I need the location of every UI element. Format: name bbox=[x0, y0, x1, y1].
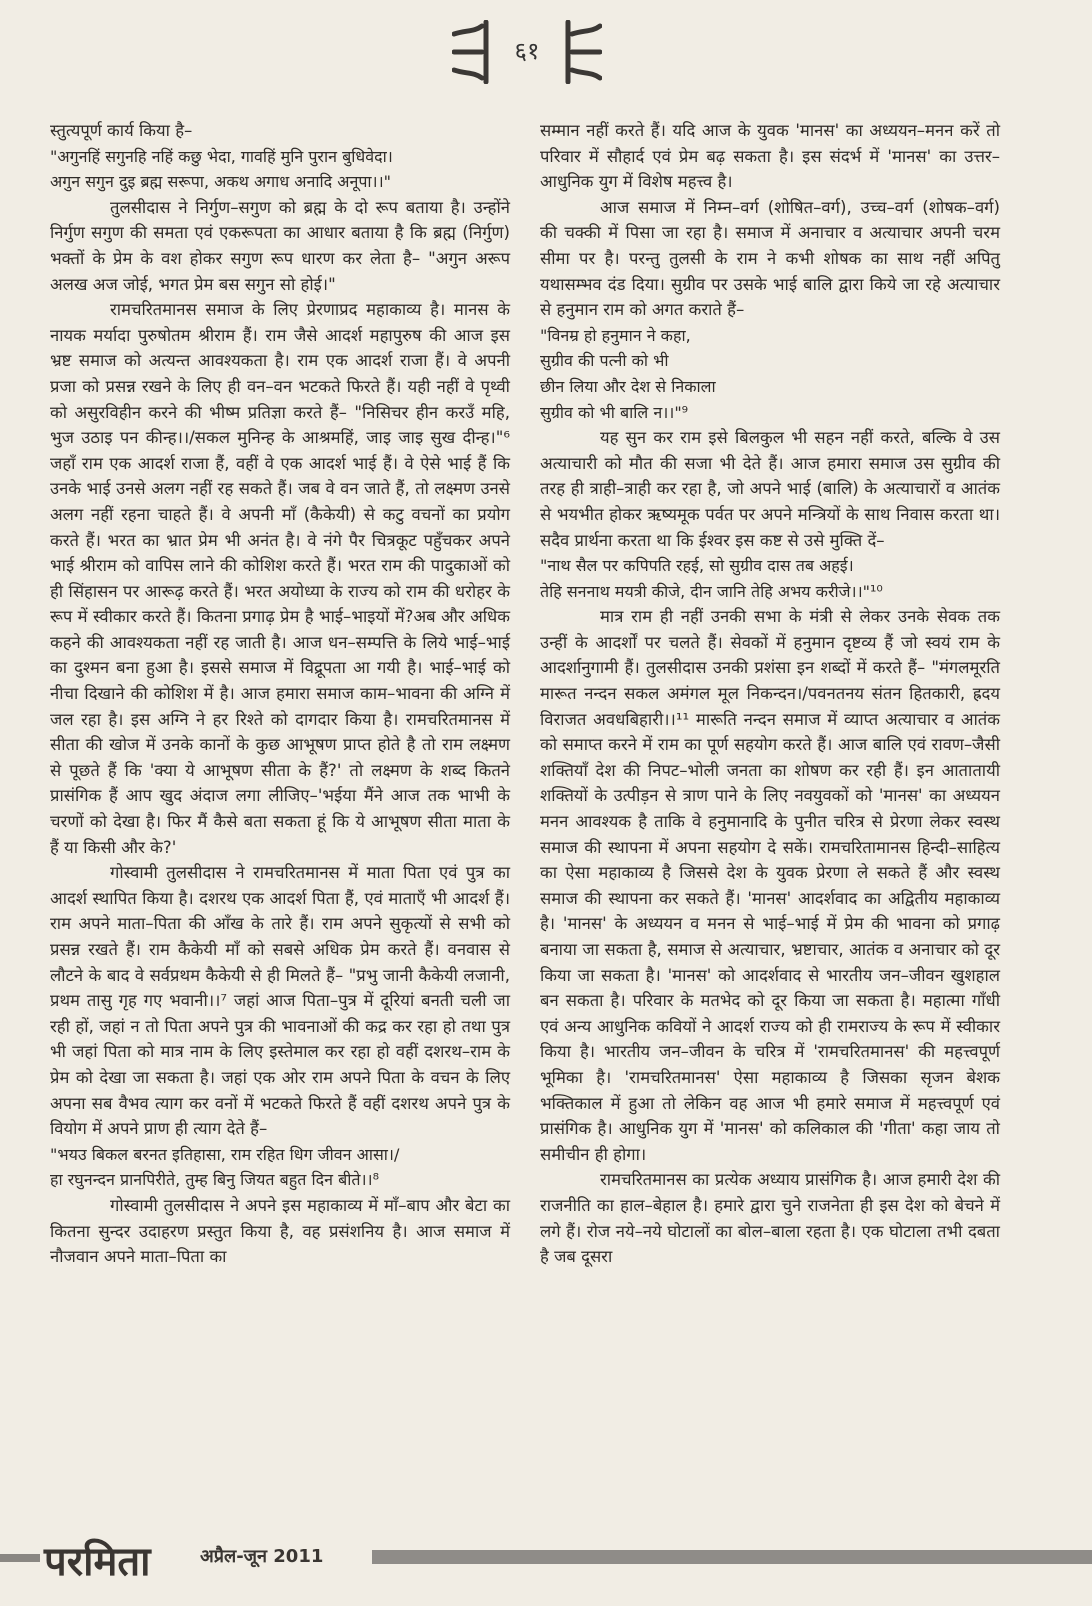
paragraph: रामचरितमानस समाज के लिए प्रेरणाप्रद महाकाव्य है। मानस के नायक मर्यादा पुरुषोतम श्रीराम हैं। राम जैसे आदर्श महापुरुष की आज इस भ्रष्ट समाज को अत्यन्त आवश्यकता है। राम एक आदर्श राजा हैं। वे अपनी प्रजा को प्रसन्न रखने के लिए ही वन–वन भटकते फिरते हैं। यही नहीं वे पृथ्वी को असुरविहीन करने की भीष्म प्रतिज्ञा करते हैं– "निसिचर हीन करउँ महि, भुज उठाइ पन कीन्ह।।/सकल मुनिन्ह के आश्रमहिं, जाइ जाइ सुख दीन्ह।"⁶ जहाँ राम एक आदर्श राजा हैं, वहीं वे एक आदर्श भाई हैं। वे ऐसे भाई हैं कि उनके भाई उनसे अलग नहीं रह सकते हैं। जब वे वन जाते हैं, तो लक्ष्मण उनसे अलग नहीं रहना चाहते हैं। वे अपनी माँ (कैकेयी) से कटु वचनों का प्रयोग करते हैं। भरत का भ्रात प्रेम भी अनंत है। वे नंगे पैर चित्रकूट पहुँचकर अपने भाई श्रीराम को वापिस लाने की कोशिश करते हैं। भरत राम की पादुकाओं को ही सिंहासन पर आरूढ़ करते हैं। भरत अयोध्या के राज्य को राम की धरोहर के रूप में स्वीकार करते हैं। कितना प्रगाढ़ प्रेम है भाई–भाइयों में?अब और अधिक कहने की आवश्यकता नहीं रह जाती है। आज धन–सम्पत्ति के लिये भाई–भाई का दुश्मन बना हुआ है। इससे समाज में विद्रूपता आ गयी है। भाई–भाई को नीचा दिखाने की कोशिश में है। आज हमारा समाज काम–भावना की अग्नि में जल रहा है। इस अग्नि ने हर रिश्ते को दागदार किया है। रामचरितमानस में सीता की खोज में उनके कानों के कुछ आभूषण प्राप्त होते है तो राम लक्ष्मण से पूछते हैं कि 'क्या ये आभूषण सीता के हैं?' तो लक्ष्मण के शब्द कितने प्रासंगिक हैं आप खुद अंदाज लगा लीजिए–'भईया मैंने आज तक भाभी के चरणों को देखा है। फिर मैं कैसे बता सकता हूं कि ये आभूषण सीता माता के हैं या किसी और के?' bbox=[50, 300, 510, 857]
verse-line: अगुन सगुन दुइ ब्रह्म सरूपा, अकथ अगाध अनादि अनूपा।।" bbox=[50, 172, 392, 192]
paragraph: यह सुन कर राम इसे बिलकुल भी सहन नहीं करते, बल्कि वे उस अत्याचारी को मौत की सजा भी देते हैं। आज हमारा समाज उस सुग्रीव की तरह ही त्राही–त्राही कर रहा है, जो अपने भाई (बालि) के अत्याचारों व आतंक से भयभीत होकर ऋष्यमूक पर्वत पर अपने मन्त्रियों के साथ निवास करता था। सदैव प्रार्थना करता था कि ईश्वर इस कष्ट से उसे मुक्ति दें– bbox=[540, 428, 1000, 550]
footer-bar-right bbox=[372, 1550, 1092, 1564]
paragraph: मात्र राम ही नहीं उनकी सभा के मंत्री से लेकर उनके सेवक तक उन्हीं के आदर्शों पर चलते हैं। सेवकों में हनुमान दृष्टव्य हैं जो स्वयं राम के आदर्शानुगामी हैं। तुलसीदास उनकी प्रशंसा इन शब्दों में करते हैं– "मंगलमूरति मारूत नन्दन सकल अमंगल मूल निकन्दन।/पवनतनय संतन हितकारी, ह्रदय विराजत अवधबिहारी।।¹¹ मारूति नन्दन समाज में व्याप्त अत्याचार व आतंक को समाप्त करने में राम का पूर्ण सहयोग करते हैं। आज बालि एवं रावण–जैसी शक्तियाँ देश की निपट–भोली जनता का शोषण कर रही हैं। इन आतातायी शक्तियों के उत्पीड़न से त्राण पाने के लिए नवयुवकों को 'मानस' का अध्ययन मनन आवश्यक है ताकि वे हनुमानादि के पुनीत चरित्र से प्रेरणा लेकर स्वस्थ समाज की स्थापना में अपना सहयोग दे सकें। रामचरितामानस हिन्दी–साहित्य का ऐसा महाकाव्य है जिससे देश के युवक प्रेरणा ले सकते हैं और स्वस्थ समाज की स्थापना कर सकते हैं। 'मानस' आदर्शवाद का अद्वितीय महाकाव्य है। 'मानस' के अध्ययन व मनन से भाई–भाई में प्रेम की भावना को प्रगाढ़ बनाया जा सकता है, समाज से अत्याचार, भ्रष्टाचार, आतंक व अनाचार को दूर किया जा सकता है। 'मानस' को आदर्शवाद से भारतीय जन–जीवन खुशहाल बन सकता है। परिवार के मतभेद को दूर किया जा सकता है। महात्मा गाँधी एवं अन्य आधुनिक कवियों ने आदर्श राज्य को ही रामराज्य के रूप में स्वीकार किया है। भारतीय जन–जीवन के चरित्र में 'रामचरितमानस' की महत्त्वपूर्ण भूमिका है। 'रामचरितमानस' ऐसा महाकाव्य है जिसका सृजन बेशक भक्तिकाल में हुआ तो लेकिन वह आज भी हमारे समाज में महत्त्वपूर्ण एवं प्रासंगिक है। आधुनिक युग में 'मानस' को कलिकाल की 'गीता' कहा जाय तो समीचीन ही होगा। bbox=[540, 607, 1000, 1164]
verse-line: "भयउ बिकल बरनत इतिहासा, राम रहित धिग जीवन आसा।/ bbox=[50, 1144, 400, 1164]
paragraph: रामचरितमानस का प्रत्येक अध्याय प्रासंगिक है। आज हमारी देश की राजनीति का हाल–बेहाल है। हमारे द्वारा चुने राजनेता ही इस देश को बेचने में लगे हैं। रोज नये–नये घोटालों का बोल–बाला रहता है। एक घोटाला तभी दबता है जब दूसरा bbox=[540, 1170, 1000, 1267]
verse-line: हा रघुनन्दन प्रानपिरीते, तुम्ह बिनु जियत बहुत दिन बीते।।⁸ bbox=[50, 1170, 380, 1190]
paragraph: गोस्वामी तुलसीदास ने अपने इस महाकाव्य में माँ–बाप और बेटा का कितना सुन्दर उदाहरण प्रस्तुत किया है, वह प्रसंशनिय है। आज समाज में नौजवान अपने माता–पिता का bbox=[50, 1195, 510, 1267]
verse-line: छीन लिया और देश से निकाला bbox=[540, 376, 716, 396]
right-column bbox=[540, 118, 1000, 1270]
paragraph: सम्मान नहीं करते हैं। यदि आज के युवक 'मानस' का अध्ययन–मनन करें तो परिवार में सौहार्द एवं प्रेम बढ़ सकता है। इस संदर्भ में 'मानस' का उत्तर–आधुनिक युग में विशेष महत्त्व है। bbox=[540, 121, 1000, 192]
paragraph: तुलसीदास ने निर्गुण–सगुण को ब्रह्म के दो रूप बताया है। उन्होंने निर्गुण सगुण की समता एवं एकरूपता का आधार बताया है कि ब्रह्म (निर्गुण) भक्तों के प्रेम के वश होकर सगुण रूप धारण कर लेता है– "अगुन अरूप अलख अज जोई, भगत प्रेम बस सगुन सो होई।" bbox=[50, 197, 510, 294]
verse-line: "अगुनहिं सगुनहि नहिं कछु भेदा, गावहिं मुनि पुरान बुधिवेदा। bbox=[50, 146, 393, 166]
verse-line: "विनम्र हो हनुमान ने कहा, bbox=[540, 325, 691, 345]
page-number: ६१ bbox=[514, 37, 540, 65]
issue-date: अप्रैल-जून 2011 bbox=[200, 1546, 324, 1567]
verse-line: तेहि सननाथ मयत्री कीजे, दीन जानि तेहि अभय करीजे।।"¹⁰ bbox=[540, 581, 883, 601]
magazine-name: परमिता bbox=[44, 1538, 151, 1585]
verse-line: सुग्रीव की पत्नी को भी bbox=[540, 351, 669, 371]
footer-bar-left bbox=[0, 1554, 40, 1562]
page-number-ornament bbox=[452, 20, 602, 84]
verse-line: "नाथ सैल पर कपिपति रहई, सो सुग्रीव दास तब अहई। bbox=[540, 556, 854, 576]
page-footer bbox=[0, 1530, 1092, 1590]
verse-line: सुग्रीव को भी बालि न।।"⁹ bbox=[540, 402, 689, 422]
page-header bbox=[0, 0, 1092, 96]
paragraph: गोस्वामी तुलसीदास ने रामचरितमानस में माता पिता एवं पुत्र का आदर्श स्थापित किया है। दशरथ एक आदर्श पिता हैं, एवं माताएँ भी आदर्श हैं। राम अपने माता–पिता की आँख के तारे हैं। राम अपने सुकृत्यों से सभी को प्रसन्न रखते हैं। राम कैकेयी माँ को सबसे अधिक प्रेम करते हैं। वनवास से लौटने के बाद वे सर्वप्रथम कैकेयी से ही मिलते हैं– "प्रभु जानी कैकेयी लजानी, प्रथम तासु गृह गए भवानी।।⁷ जहां आज पिता–पुत्र में दूरियां बनती चली जा रही हों, जहां न तो पिता अपने पुत्र की भावनाओं की कद्र कर रहा हो तथा पुत्र भी जहां पिता को मात्र नाम के लिए इस्तेमाल कर रहा हो वहीं दशरथ–राम के प्रेम को देखा जा सकता है। जहां एक ओर राम अपने पिता के वचन के लिए अपना सब वैभव त्याग कर वनों में भटकते फिरते हैं वहीं दशरथ अपने पुत्र के वियोग में अपने प्राण ही त्याग देते हैं– bbox=[50, 863, 510, 1139]
left-column bbox=[50, 118, 510, 1270]
paragraph: स्तुत्यपूर्ण कार्य किया है– bbox=[50, 121, 193, 140]
paragraph: आज समाज में निम्न–वर्ग (शोषित–वर्ग), उच्च–वर्ग (शोषक–वर्ग) की चक्की में पिसा जा रहा है। समाज में अनाचार व अत्याचार अपनी चरम सीमा पर है। परन्तु तुलसी के राम ने कभी शोषक का साथ नहीं अपितु यथासम्भव दंड दिया। सुग्रीव पर उसके भाई बालि द्वारा किये जा रहे अत्याचार से हनुमान राम को अगत कराते हैं– bbox=[540, 197, 1000, 320]
